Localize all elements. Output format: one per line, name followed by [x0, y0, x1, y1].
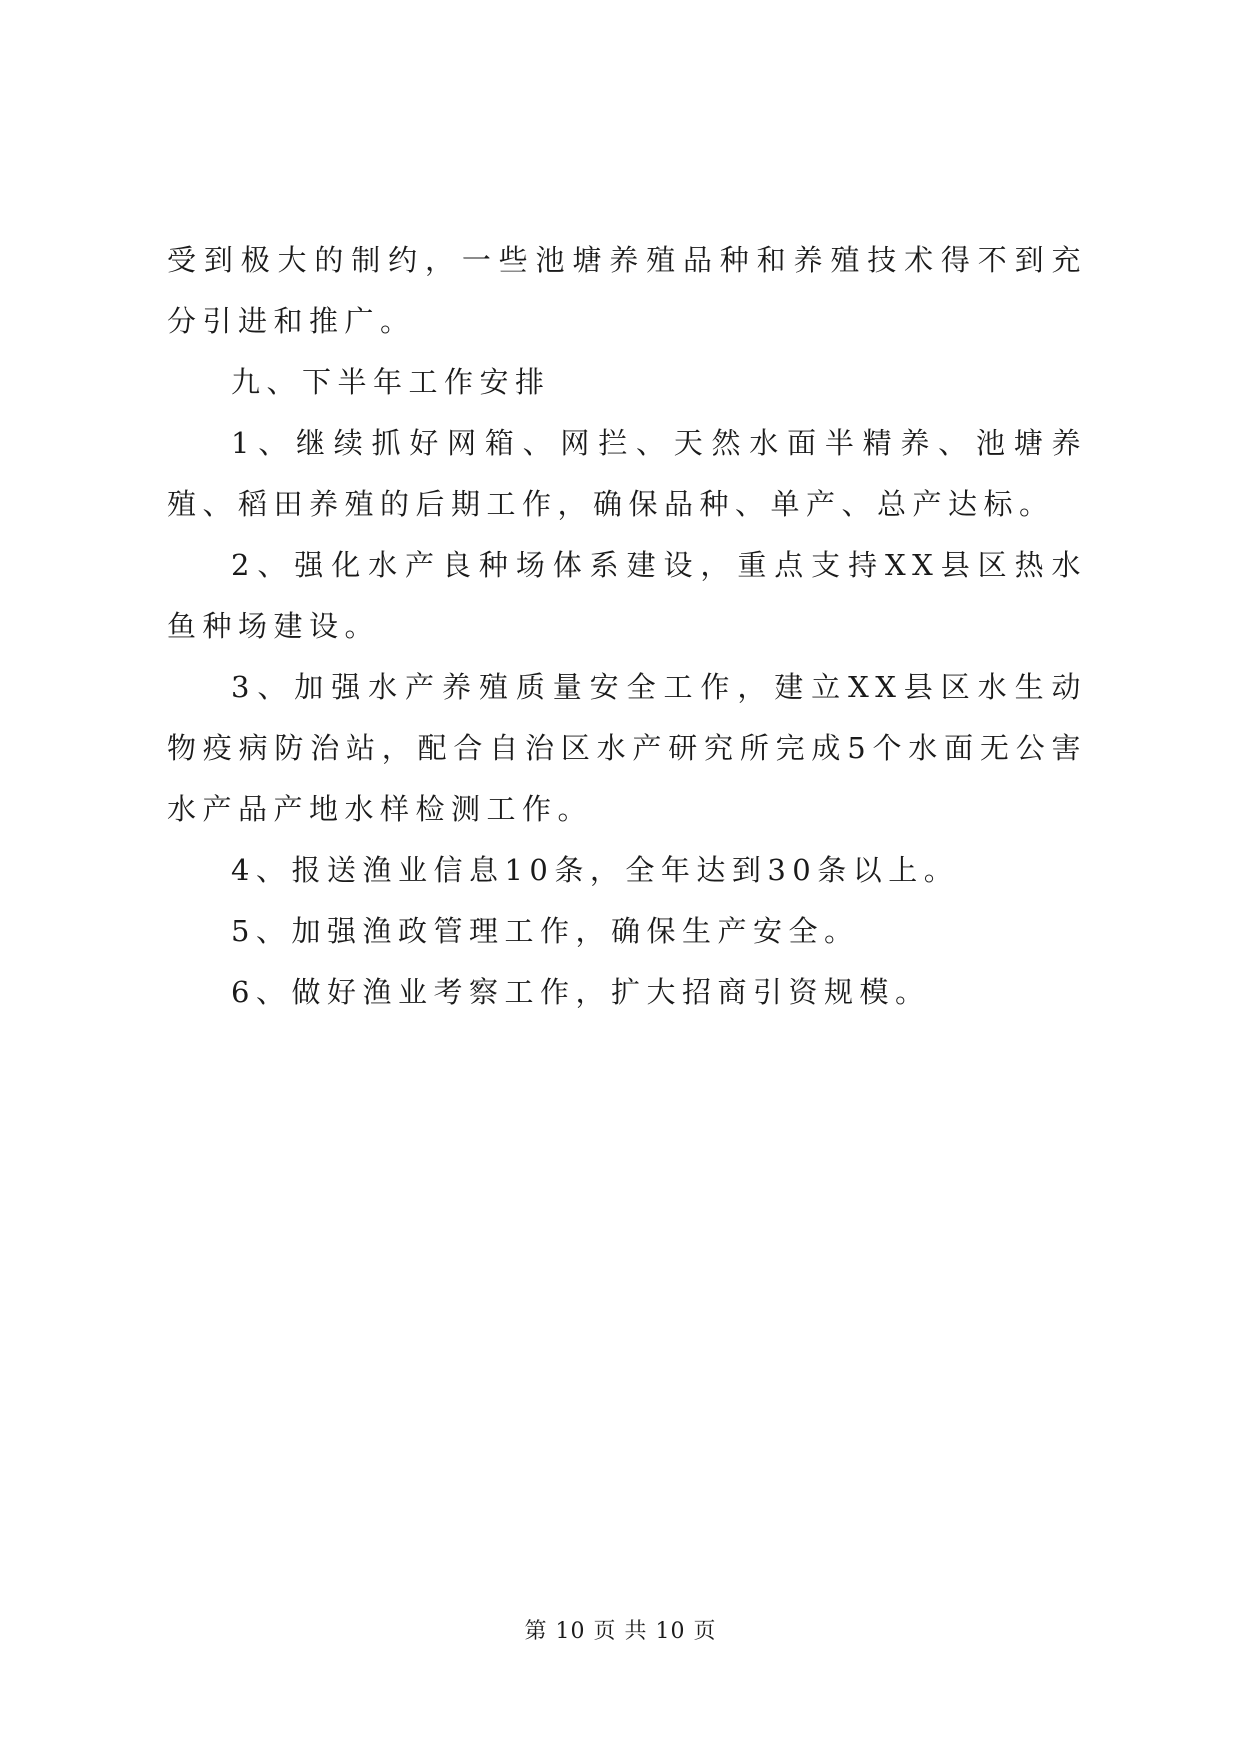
section-heading: 九、下半年工作安排	[231, 365, 551, 399]
list-item: 3、加强水产养殖质量安全工作，建立XX县区水生动物疫病防治站，配合自治区水产研究所完成5个水面无公害水产品产地水样检测工作。	[167, 670, 1087, 826]
list-item: 6、做好渔业考察工作，扩大招商引资规模。	[231, 975, 931, 1009]
document-body	[167, 230, 1087, 1023]
list-item: 1、继续抓好网箱、网拦、天然水面半精养、池塘养殖、稻田养殖的后期工作，确保品种、单产、总产达标。	[167, 426, 1087, 521]
page-number-footer: 第 10 页 共 10 页	[524, 1619, 717, 1644]
list-item: 2、强化水产良种场体系建设，重点支持XX县区热水鱼种场建设。	[167, 548, 1087, 643]
list-item: 5、加强渔政管理工作，确保生产安全。	[231, 914, 860, 948]
list-item: 4、报送渔业信息10条，全年达到30条以上。	[231, 853, 960, 887]
paragraph-continuation: 受到极大的制约，一些池塘养殖品种和养殖技术得不到充分引进和推广。	[167, 243, 1087, 338]
